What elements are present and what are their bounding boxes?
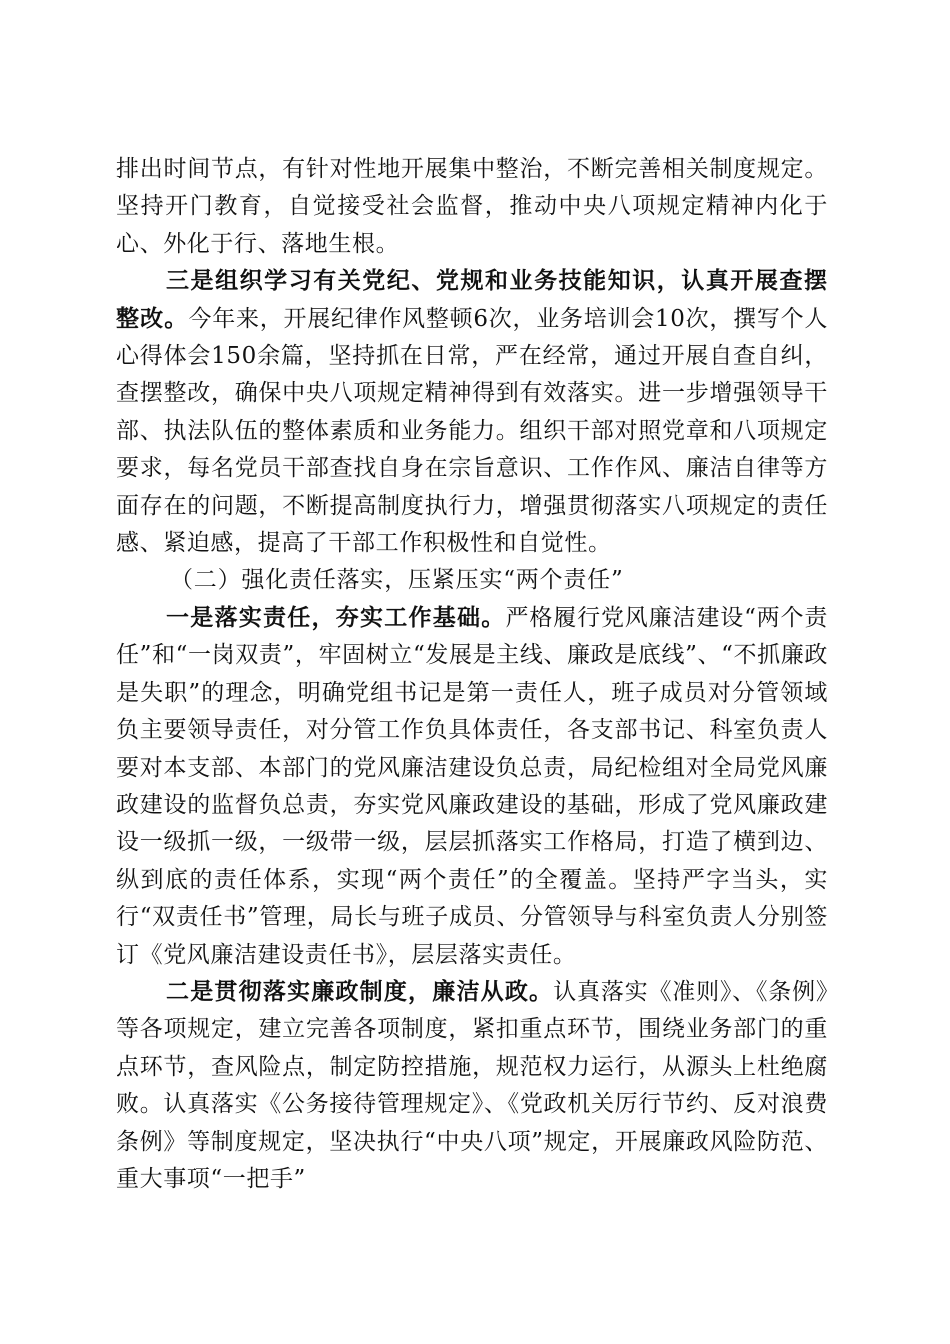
paragraph-text: 认真落实《准则》、《条例》等各项规定，建立完善各项制度，紧扣重点环节，围绕业务部门的重点环节，查风险点，制定防控措施，规范权力运行，从源头上杜绝腐败。认真落实《公务接待管理规定》、《党政机关厉行节约、反对浪费条例》等制度规定，坚决执行“中央八项”规定，开展廉政风险防范、重大事项“一把手” [116,978,828,1192]
paragraph-text: 严格履行党风廉洁建设“两个责任”和“一岗双责”，牢固树立“发展是主线、廉政是底线”、“不抓廉政是失职”的理念，明确党组书记是第一责任人，班子成员对分管领域负主要领导责任，对分管工作负具体责任，各支部书记、科室负责人要对本支部、本部门的党风廉洁建设负总责，局纪检组对全局党风廉政建设的监督负总责，夯实党风廉政建设的基础，形成了党风廉政建设一级抓一级，一级带一级，层层抓落实工作格局，打造了横到边、纵到底的责任体系，实现“两个责任”的全覆盖。坚持严字当头，实行“双责任书”管理，局长与班子成员、分管领导与科室负责人分别签订《党风廉洁建设责任书》，层层落实责任。 [116,604,828,968]
paragraph-continuation [116,151,828,263]
paragraph-integrity-system [116,974,828,1198]
paragraph-study-rectification [116,263,828,562]
paragraph-text: 今年来，开展纪律作风整顿6次，业务培训会10次，撰写个人心得体会150余篇，坚持抓在日常，严在经常，通过开展自查自纠，查摆整改，确保中央八项规定精神得到有效落实。进一步增强领导干部、执法队伍的整体素质和业务能力。组织干部对照党章和八项规定要求，每名党员干部查找自身在宗旨意识、工作作风、廉洁自律等方面存在的问题，不断提高制度执行力，增强贯彻落实八项规定的责任感、紧迫感，提高了干部工作积极性和自觉性。 [116,305,829,557]
paragraph-lead-sentence: 二是贯彻落实廉政制度，廉洁从政。 [166,978,554,1005]
paragraph-implement-responsibility [116,600,828,974]
paragraph-lead-sentence: 一是落实责任，夯实工作基础。 [166,604,506,631]
document-body [116,151,828,1198]
paragraph-lead-sentence: 三是组织学习有关党纪、党规和业务技能知识，认真开展查摆整改。 [116,268,828,332]
section-heading [116,562,828,599]
paragraph-text: 排出时间节点，有针对性地开展集中整治，不断完善相关制度规定。坚持开门教育，自觉接受社会监督，推动中央八项规定精神内化于心、外化于行、落地生根。 [116,156,828,257]
section-heading-text: （二）强化责任落实，压紧压实“两个责任” [170,567,624,594]
